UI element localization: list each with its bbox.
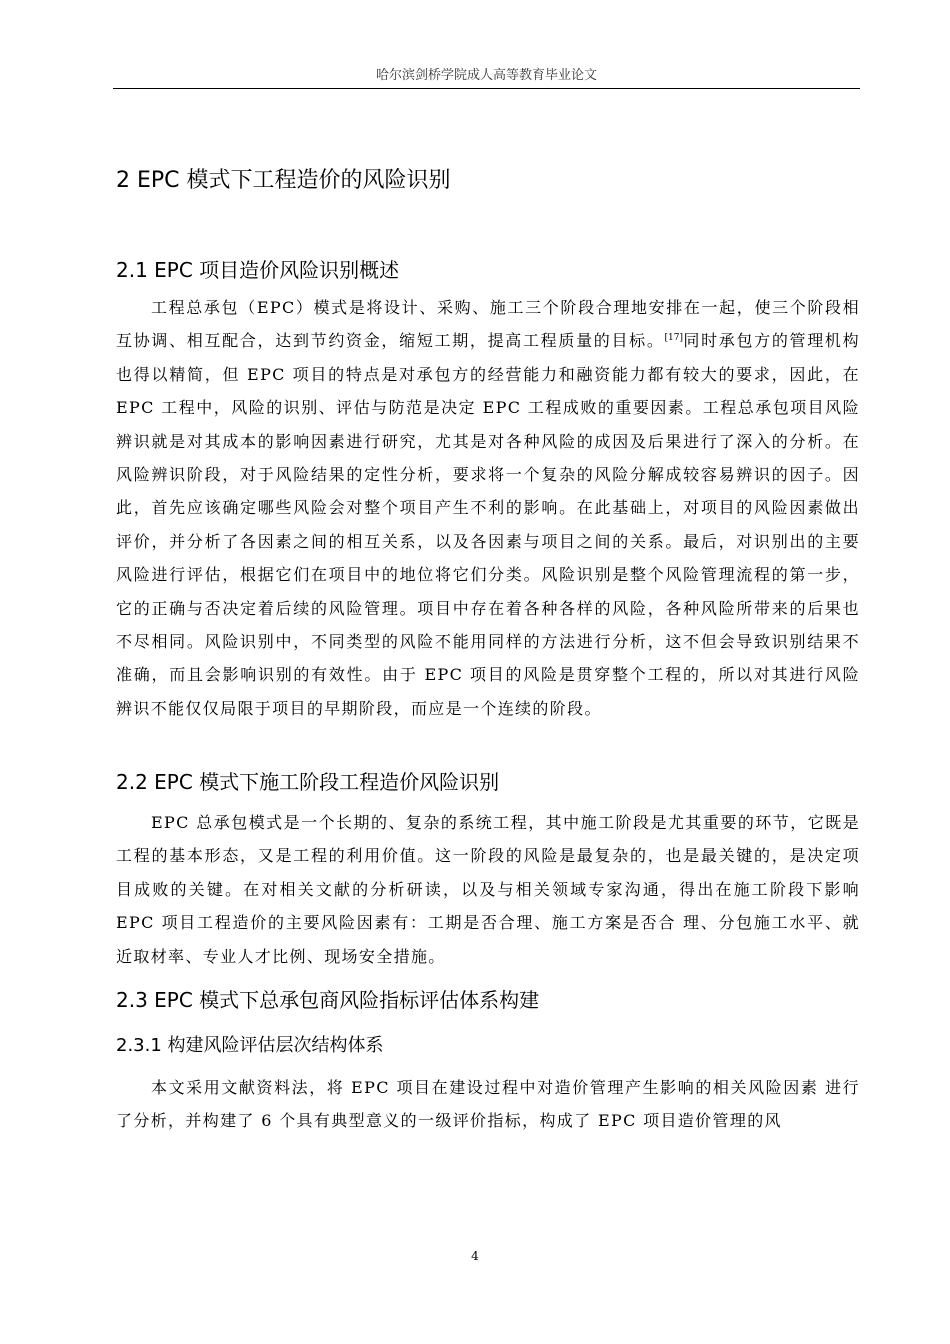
citation-marker: [17]	[664, 333, 684, 344]
running-header: 哈尔滨剑桥学院成人高等教育毕业论文	[375, 68, 597, 83]
section-2-1-paragraph	[116, 291, 860, 725]
header-rule	[113, 88, 860, 89]
paragraph-text-part-1: 工程总承包（EPC）模式是将设计、采购、施工三个阶段合理地安排在一起，使三个阶段相互协调、相互配合，达到节约资金，缩短工期，提高工程质量的目标。	[116, 298, 860, 351]
section-title-2-3: 2.3 EPC 模式下总承包商风险指标评估体系构建	[116, 988, 540, 1012]
chapter-title: 2 EPC 模式下工程造价的风险识别	[116, 168, 451, 193]
subsection-2-3-1-paragraph: 本文采用文献资料法，将 EPC 项目在建设过程中对造价管理产生影响的相关风险因素 进行了分析，并构建了 6 个具有典型意义的一级评价指标，构成了 EPC 项目造价管理的风	[116, 1078, 860, 1131]
subsection-title-2-3-1: 2.3.1 构建风险评估层次结构体系	[116, 1035, 384, 1056]
page-number: 4	[471, 1249, 479, 1263]
paragraph-text-part-2: 同时承包方的管理机构也得以精简，但 EPC 项目的特点是对承包方的经营能力和融资能力都有较大的要求，因此，在 EPC 工程中，风险的识别、评估与防范是决定 EPC 工程成败的重要因素。工程总承包项目风险辨识就是对其成本的影响因素进行研究，尤其是对各种风险的成因及后果进行了深入的分析。在风险辨识阶段，对于风险结果的定性分析，要求将一个复杂的风险分解成较容易辨识的因子。因此，首先应该确定哪些风险会对整个项目产生不利的影响。在此基础上，对项目的风险因素做出评价，并分析了各因素之间的相互关系，以及各因素与项目之间的关系。最后，对识别出的主要风险进行评估，根据它们在项目中的地位将它们分类。风险识别是整个风险管理流程的第一步，它的正确与否决定着后续的风险管理。项目中存在着各种各样的风险，各种风险所带来的后果也不尽相同。风险识别中，不同类型的风险不能用同样的方法进行分析，这不但会导致识别结果不准确，而且会影响识别的有效性。由于 EPC 项目的风险是贯穿整个工程的，所以对其进行风险辨识不能仅仅局限于项目的早期阶段，而应是一个连续的阶段。	[116, 331, 860, 718]
section-2-2-paragraph: EPC 总承包模式是一个长期的、复杂的系统工程，其中施工阶段是尤其重要的环节，它既是工程的基本形态，又是工程的利用价值。这一阶段的风险是最复杂的，也是最关键的，是决定项目成败的关键。在对相关文献的分析研读，以及与相关领域专家沟通，得出在施工阶段下影响 EPC 项目工程造价的主要风险因素有：工期是否合理、施工方案是否合 理、分包施工水平、就近取材率、专业人才比例、现场安全措施。	[116, 813, 860, 966]
section-title-2-1: 2.1 EPC 项目造价风险识别概述	[116, 258, 400, 282]
section-title-2-2: 2.2 EPC 模式下施工阶段工程造价风险识别	[116, 770, 500, 794]
